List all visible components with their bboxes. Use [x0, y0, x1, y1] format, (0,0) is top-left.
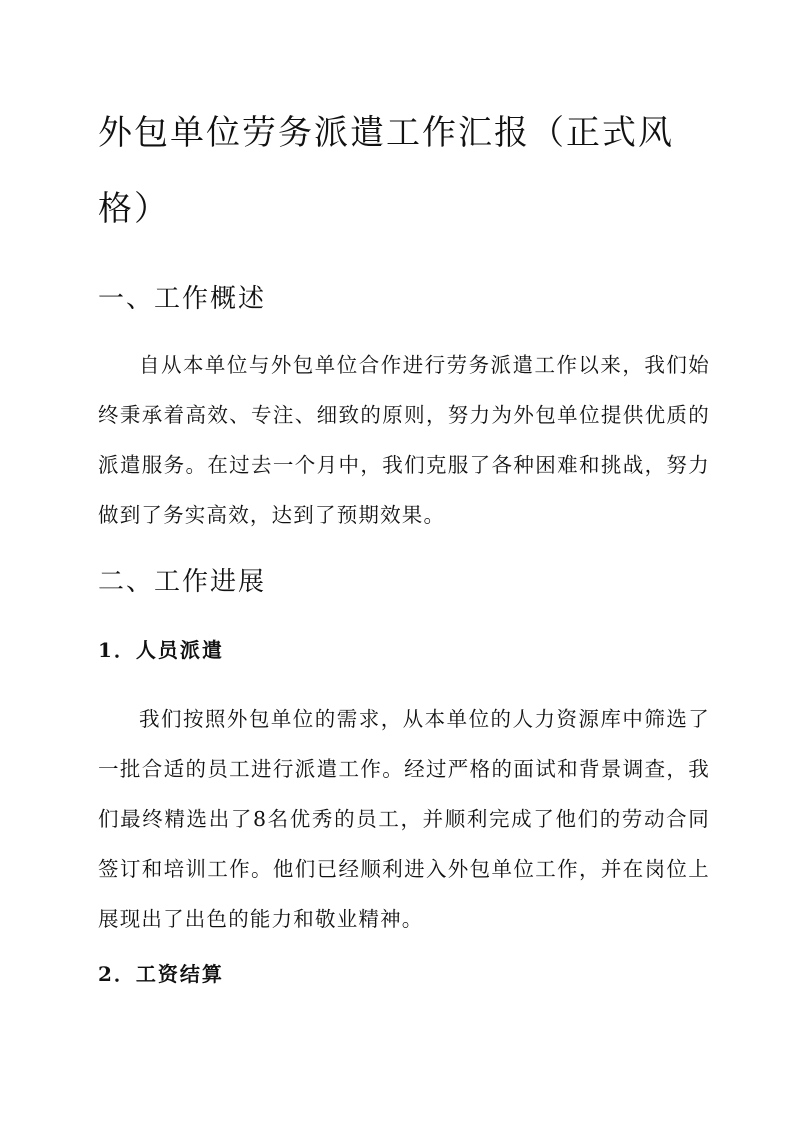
document-title: 外包单位劳务派遣工作汇报（正式风格） — [98, 113, 674, 229]
section-heading-progress: 二、工作进展 — [98, 567, 267, 597]
subsection-heading-staffing: 1．人员派遣 — [98, 638, 224, 662]
section-paragraph-overview: 自从本单位与外包单位合作进行劳务派遣工作以来，我们始终秉承着高效、专注、细致的原则，努力为外包单位提供优质的派遣服务。在过去一个月中，我们克服了各种困难和挑战，努力做到了务实高效，达到了预期效果。 — [98, 353, 710, 527]
subsection-paragraph-staffing: 我们按照外包单位的需求，从本单位的人力资源库中筛选了一批合适的员工进行派遣工作。经过严格的面试和背景调查，我们最终精选出了8名优秀的员工，并顺利完成了他们的劳动合同签订和培训工作。他们已经顺利进入外包单位工作，并在岗位上展现出了出色的能力和敬业精神。 — [98, 707, 710, 931]
section-heading-overview: 一、工作概述 — [98, 284, 267, 314]
subsection-heading-payroll: 2．工资结算 — [98, 962, 224, 986]
